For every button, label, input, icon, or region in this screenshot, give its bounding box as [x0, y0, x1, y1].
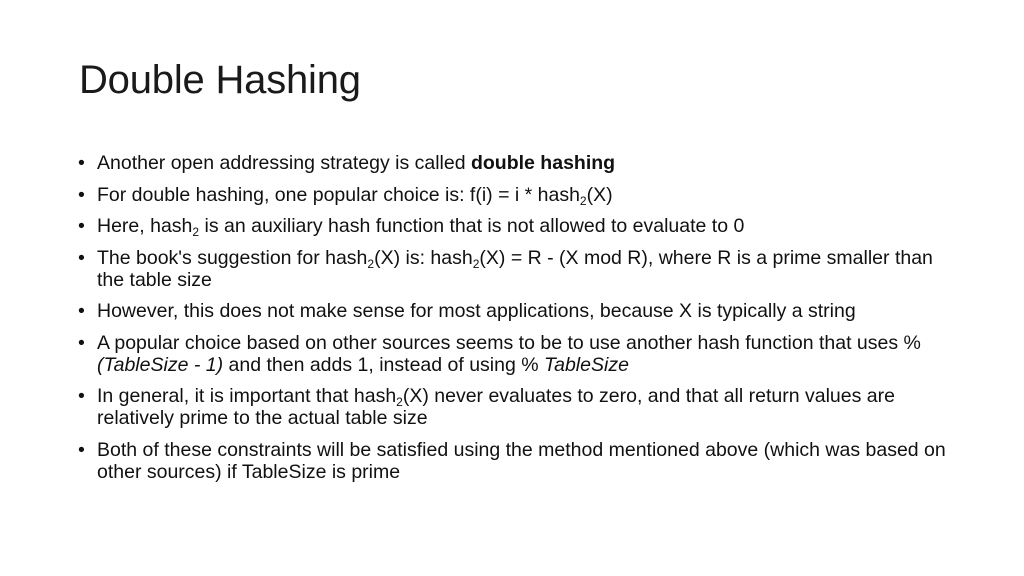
subscript: 2	[396, 395, 403, 409]
bullet-marker: •	[78, 300, 85, 322]
bullet-item	[76, 247, 956, 291]
bullet-marker: •	[78, 246, 85, 269]
bullet-list	[76, 152, 956, 492]
slide-title: Double Hashing	[79, 58, 361, 102]
subscript: 2	[579, 193, 587, 208]
bullet-item	[76, 152, 956, 174]
bullet-marker: •	[78, 385, 85, 407]
bullet-italic-text: (TableSize - 1)	[97, 353, 224, 376]
bullet-item	[76, 215, 956, 237]
bullet-text: (X) never evaluates to zero, and that all return values are relatively prime to the actual table size	[97, 385, 895, 429]
subscript: 2	[472, 256, 480, 271]
bullet-item	[76, 184, 956, 206]
bullet-text: is an auxiliary hash function that is not allowed to evaluate to 0	[199, 215, 745, 237]
bullet-text: (X)	[586, 183, 613, 206]
subscript: 2	[367, 256, 375, 271]
bullet-text: For double hashing, one popular choice is: f(i) = i * hash	[97, 183, 580, 206]
subscript: 2	[192, 225, 200, 239]
bullet-text: (X) is: hash	[374, 246, 473, 269]
bullet-marker: •	[78, 215, 85, 237]
bullet-item	[76, 332, 956, 376]
bullet-text: and then adds 1, instead of using %	[223, 353, 544, 376]
bullet-marker: •	[78, 438, 85, 461]
bullet-bold-text: double hashing	[470, 152, 616, 174]
bullet-marker: •	[78, 331, 85, 354]
bullet-item	[76, 385, 956, 429]
bullet-text: (X) = R - (X mod R), where R is a prime smaller than the table size	[97, 246, 933, 291]
bullet-marker: •	[78, 183, 85, 206]
bullet-text: In general, it is important that hash	[97, 385, 397, 407]
bullet-italic-text: TableSize	[544, 353, 629, 376]
bullet-item	[76, 300, 956, 322]
bullet-text: Here, hash	[97, 215, 193, 237]
bullet-text: Both of these constraints will be satisfied using the method mentioned above (which was based on other sources) if TableSize is prime	[97, 438, 946, 483]
bullet-item	[76, 439, 956, 483]
bullet-marker: •	[78, 152, 85, 174]
bullet-text: However, this does not make sense for most applications, because X is typically a string	[97, 300, 856, 322]
bullet-text: Another open addressing strategy is called	[97, 152, 471, 174]
bullet-text: A popular choice based on other sources seems to be to use another hash function that uses %	[97, 331, 921, 354]
bullet-text: The book's suggestion for hash	[97, 246, 368, 269]
